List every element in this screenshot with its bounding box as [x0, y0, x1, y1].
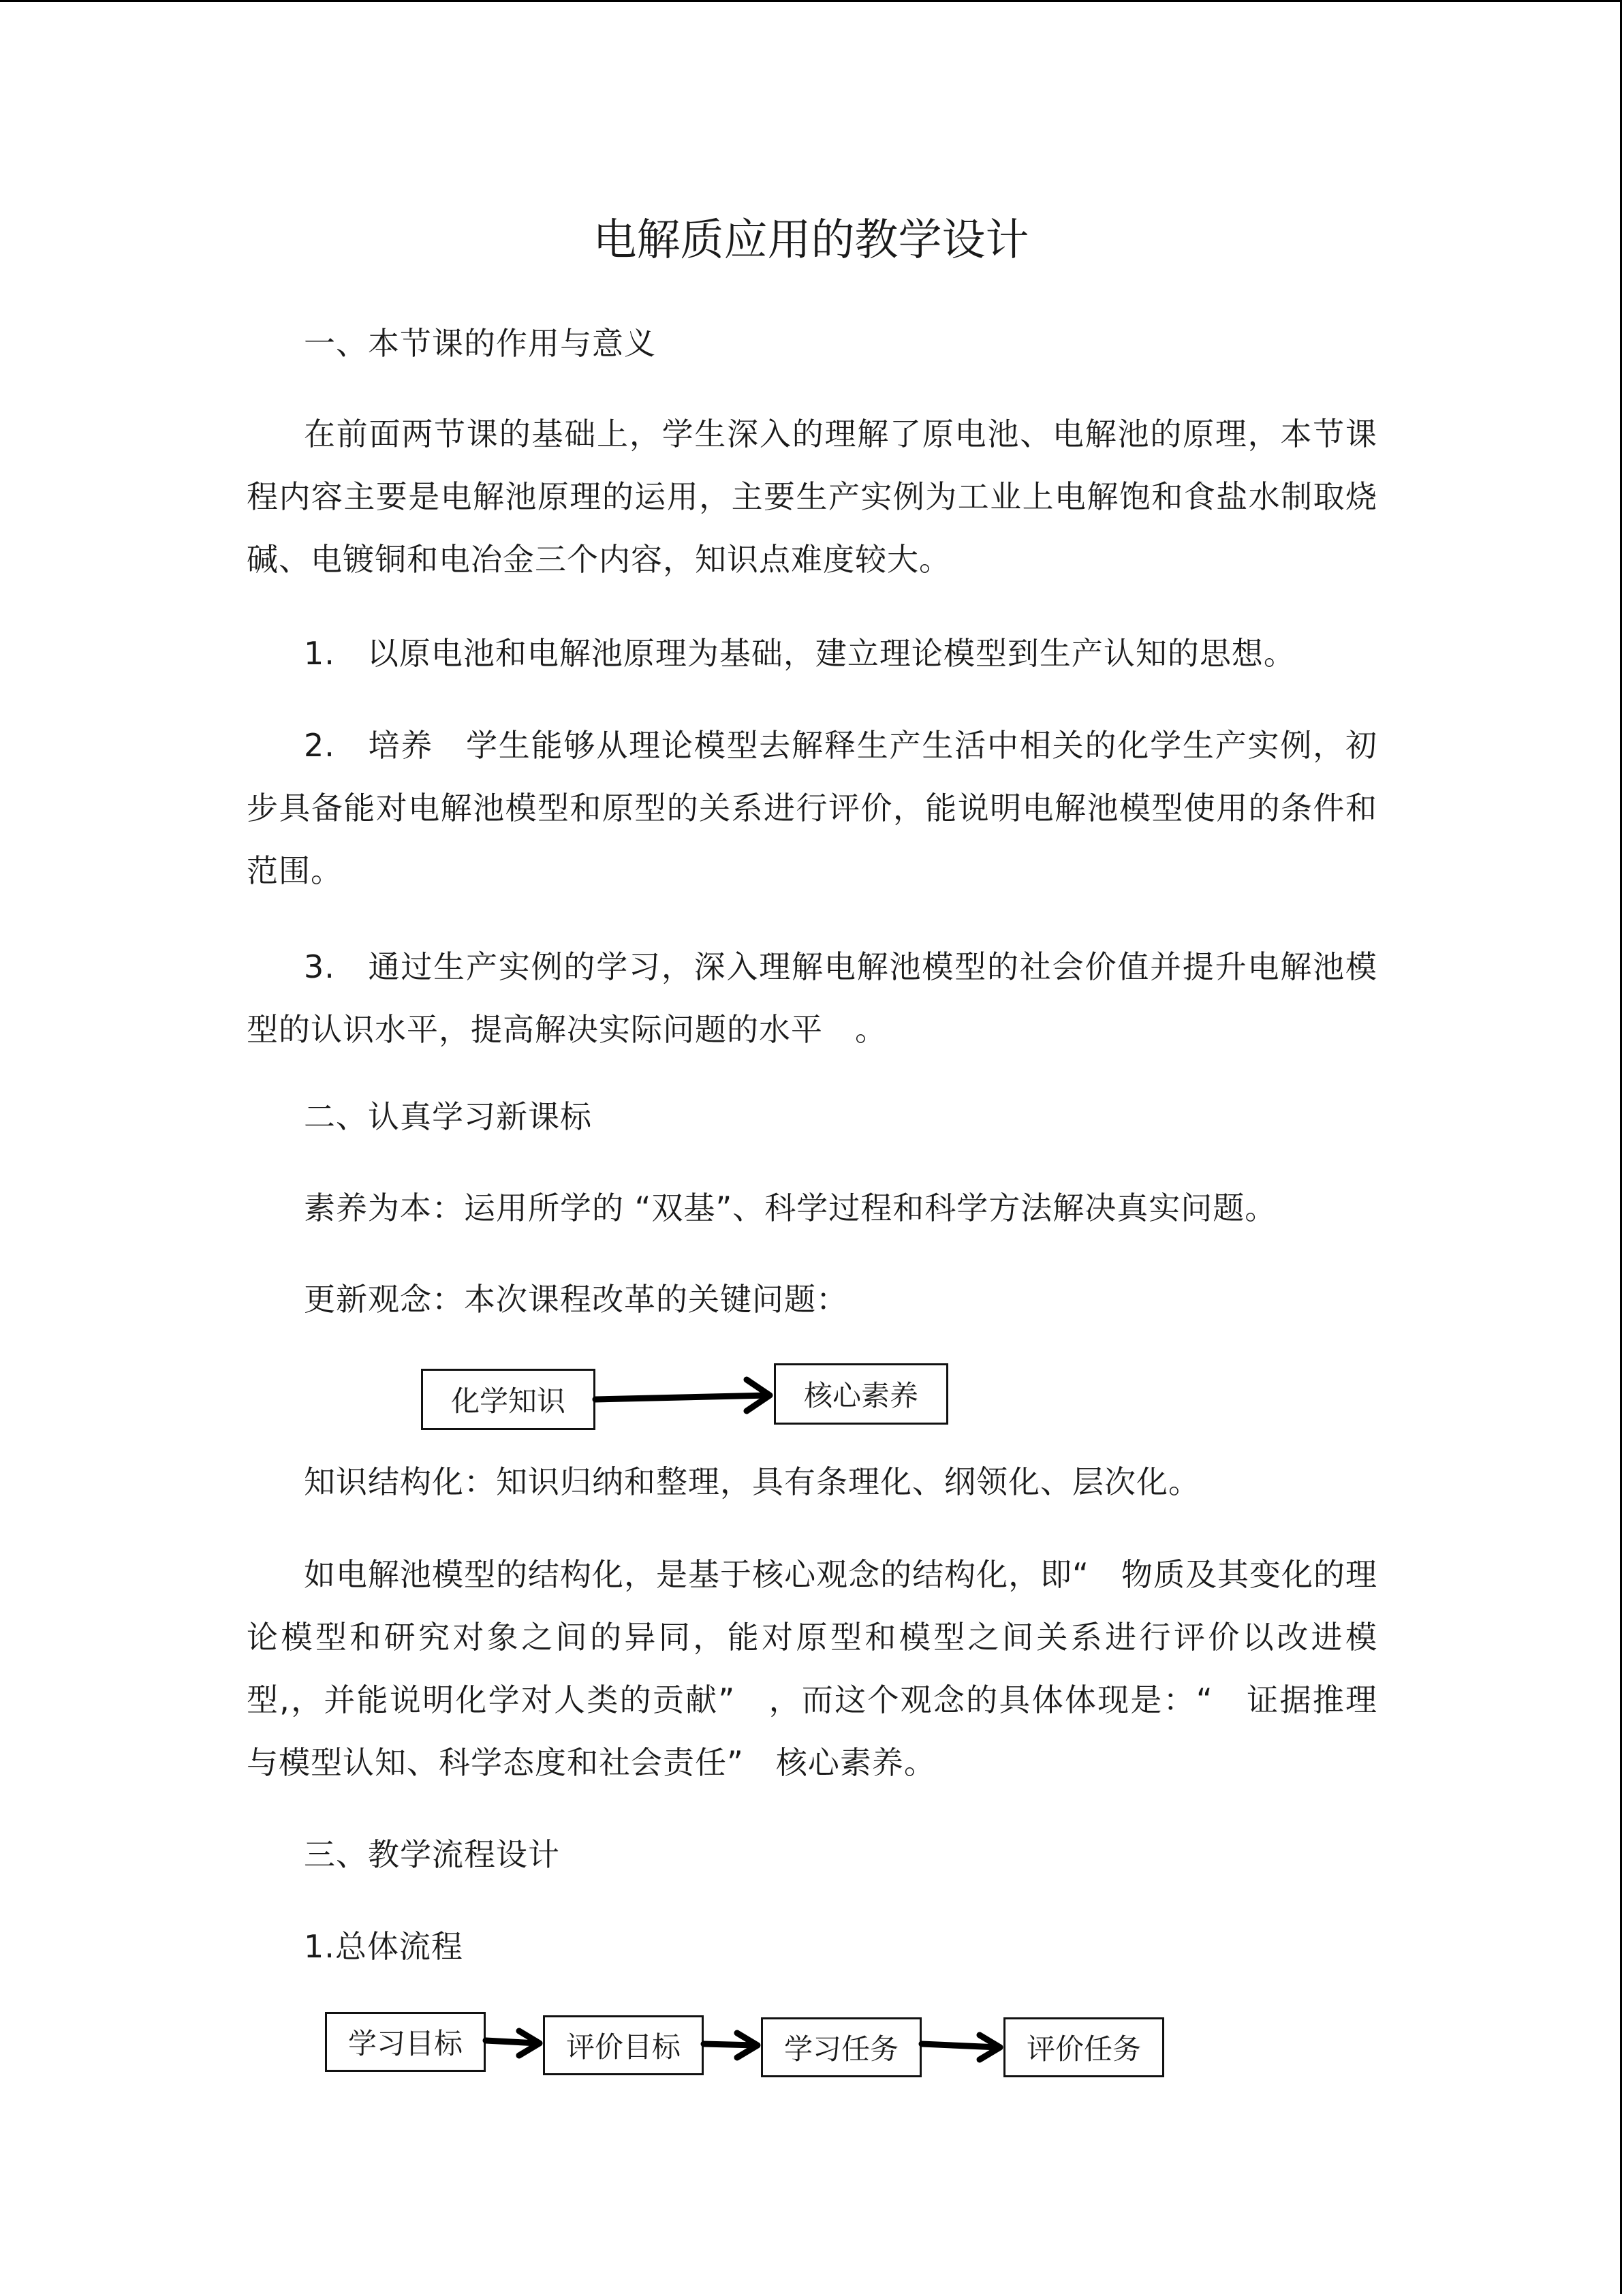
diagram-box-chemistry-knowledge: 化学知识 — [421, 1369, 595, 1430]
section2-core-literacy: 素养为本：运用所学的 “双基”、科学过程和科学方法解决真实问题。 — [304, 1190, 1277, 1226]
document-title: 电解质应用的教学设计 — [593, 215, 1029, 266]
flow-box-learning-tasks: 学习任务 — [761, 2017, 922, 2077]
section2-update-concept: 更新观念：本次课程改革的关键问题： — [304, 1281, 848, 1318]
section1-item-1: 1. 以原电池和电解池原理为基础，建立理论模型到生产认知的思想。 — [304, 635, 1296, 672]
section1-intro: 在前面两节课的基础上，学生深入的理解了原电池、电解池的原理，本节课程内容主要是电解池原理的运用，主要生产实例为工业上电解饱和食盐水制取烧碱、电镀铜和电冶金三个内容，知识点难度较大。 — [247, 416, 1377, 578]
section2-knowledge-structuring: 知识结构化：知识归纳和整理，具有条理化、纲领化、层次化。 — [304, 1463, 1200, 1500]
section1-item-3: 3. 通过生产实例的学习，深入理解电解池模型的社会价值并提升电解池模型的认识水平，提高解决实际问题的水平 。 — [247, 948, 1377, 1048]
arrow-flow-3 — [922, 2044, 998, 2047]
flow-box-learning-objectives: 学习目标 — [325, 2012, 486, 2072]
flow-box-evaluation-objectives: 评价目标 — [543, 2015, 704, 2075]
diagram-arrows — [0, 2, 1622, 2296]
section1-heading: 一、本节课的作用与意义 — [304, 325, 656, 362]
section3-overall-flow: 1.总体流程 — [304, 1928, 463, 1965]
arrow-knowledge-to-literacy — [595, 1395, 768, 1399]
section2-heading: 二、认真学习新课标 — [304, 1098, 592, 1135]
section2-structuring-example: 如电解池模型的结构化，是基于核心观念的结构化，即“ 物质及其变化的理论模型和研究对象之间的异同，能对原型和模型之间关系进行评价以改进模型,，并能说明化学对人类的贡献” ，而这个观念的具体体现是：“ 证据推理与模型认知、科学态度和社会责任” 核心素养。 — [247, 1556, 1377, 1781]
arrow-flow-2 — [704, 2044, 755, 2045]
section3-heading: 三、教学流程设计 — [304, 1836, 560, 1873]
diagram-box-core-literacy: 核心素养 — [774, 1363, 948, 1425]
section1-item-2: 2. 培养 学生能够从理论模型去解释生产生活中相关的化学生产实例，初步具备能对电解池模型和原型的关系进行评价，能说明电解池模型使用的条件和范围。 — [247, 727, 1377, 889]
flow-box-evaluation-tasks: 评价任务 — [1003, 2017, 1164, 2077]
